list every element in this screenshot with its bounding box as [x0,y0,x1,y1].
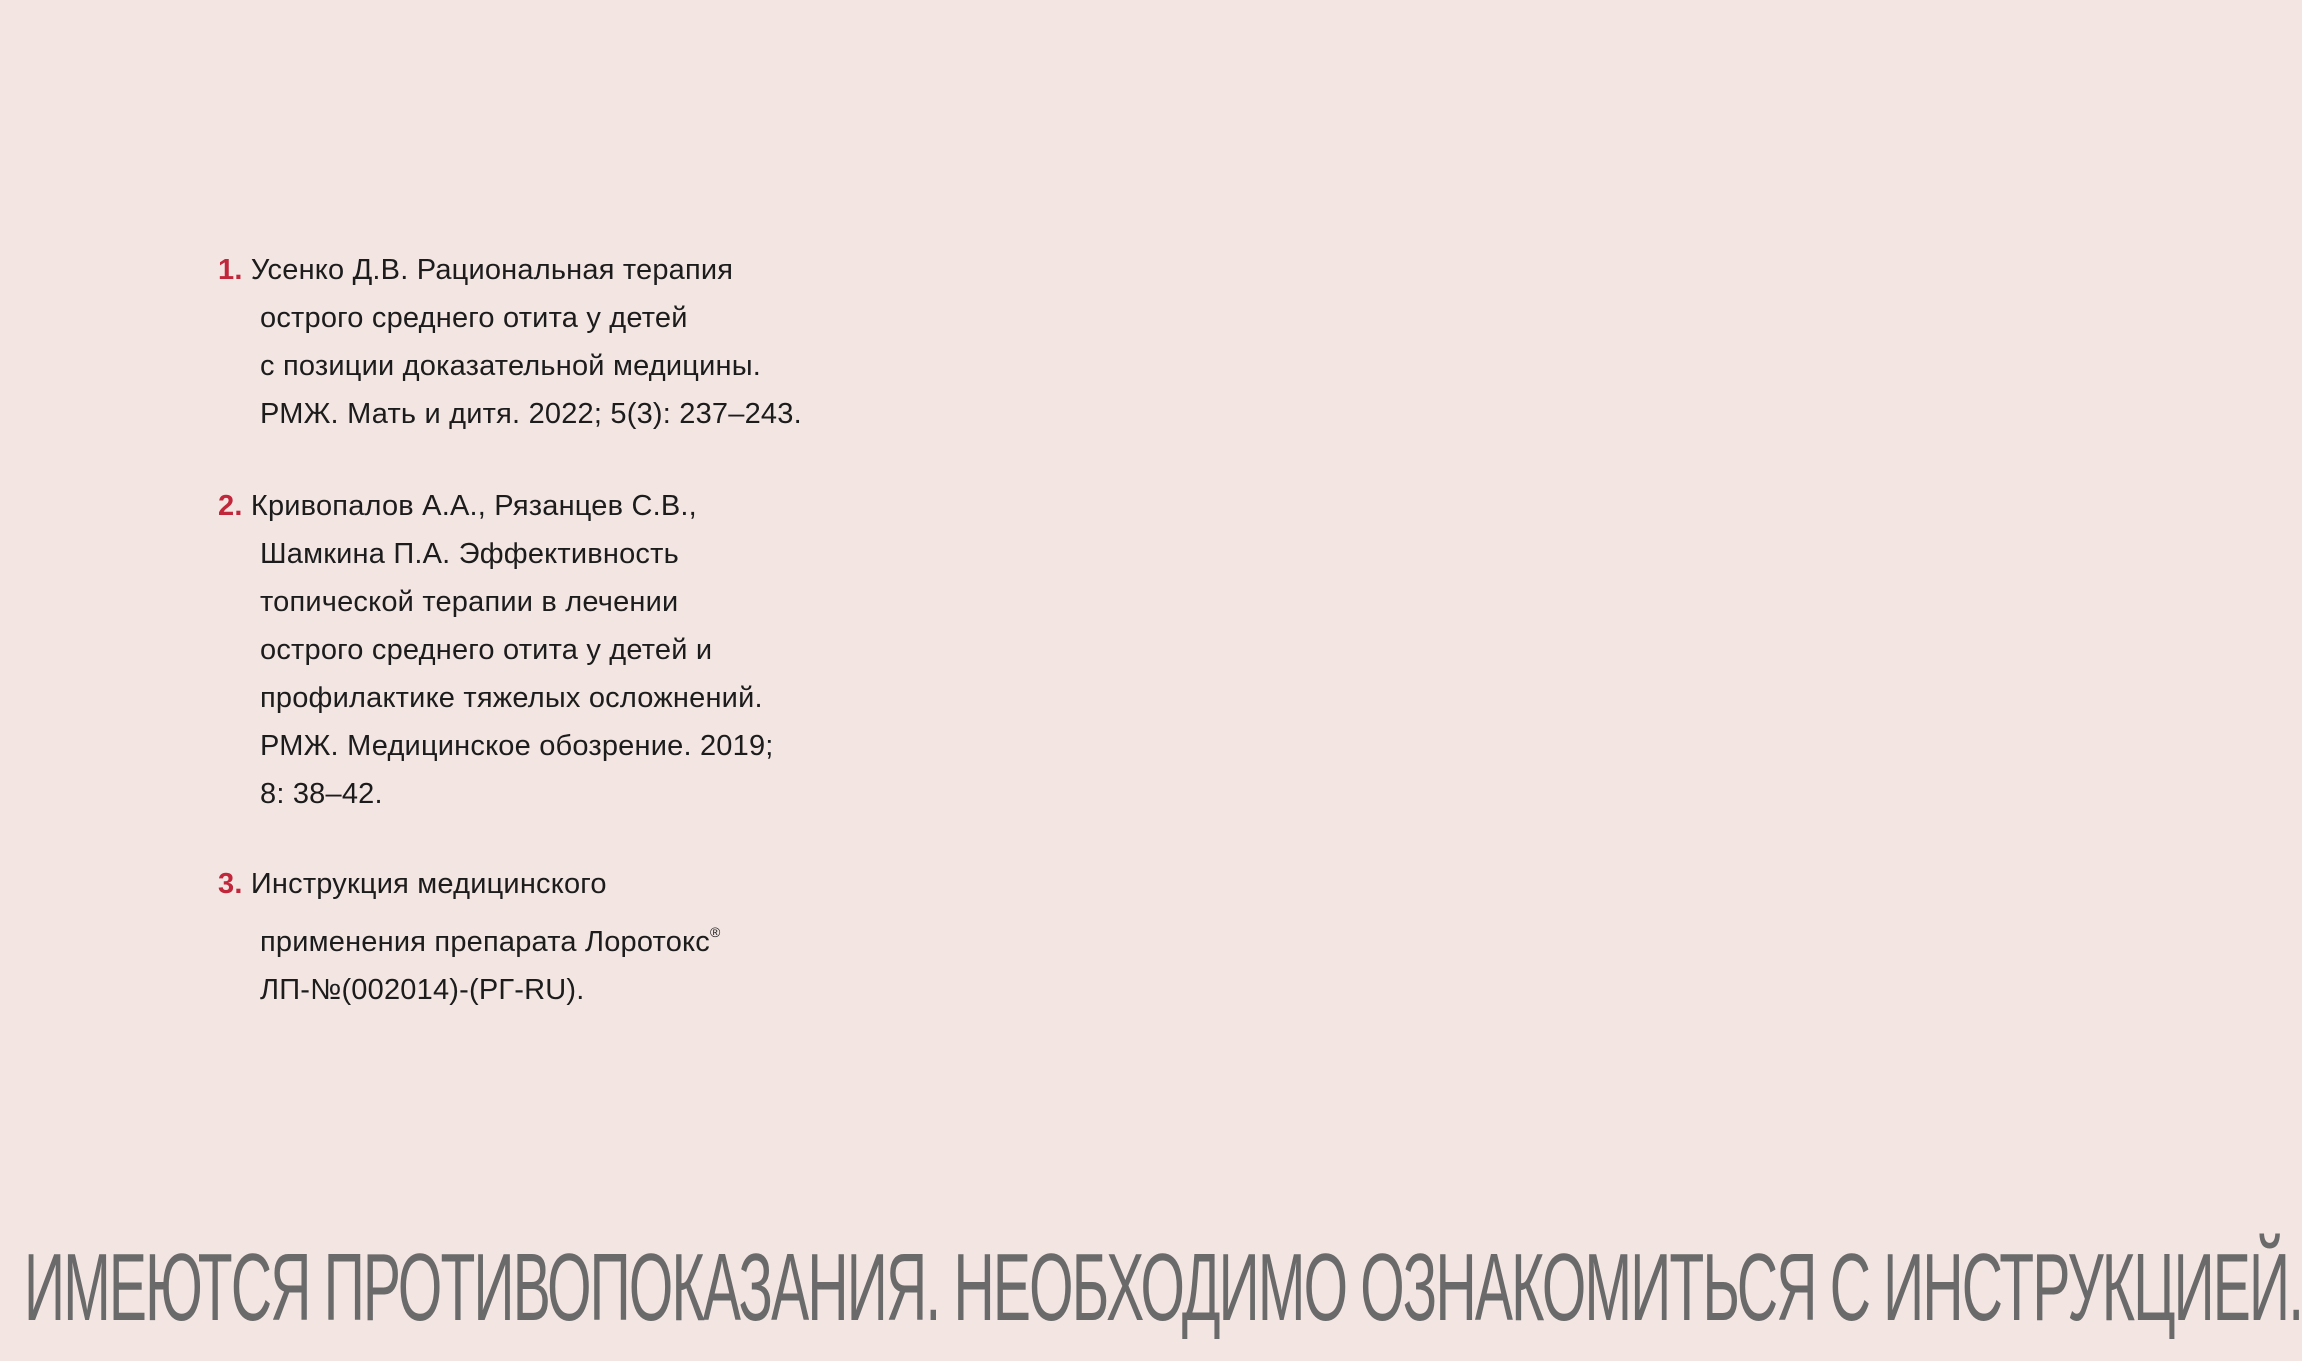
reference-2-line-4: острого среднего отита у детей и [260,634,713,666]
reference-item-1 [218,246,802,438]
reference-3-line-1: Инструкция медицинского [250,868,607,900]
registered-mark: ® [709,924,721,940]
reference-2-line-6: РМЖ. Медицинское обозрение. 2019; [260,730,774,762]
contraindications-warning: ИМЕЮТСЯ ПРОТИВОПОКАЗАНИЯ. НЕОБХОДИМО ОЗНАКОМИТЬСЯ С ИНСТРУКЦИЕЙ. [24,1234,2302,1341]
reference-3-line-3: ЛП-№(002014)-(РГ-RU). [260,974,585,1006]
reference-3-line-2: применения препарата Лоротокс [260,926,710,958]
reference-2-line-7: 8: 38–42. [260,778,383,810]
reference-2-line-3: топической терапии в лечении [260,586,679,618]
reference-item-2 [218,482,774,818]
reference-2-line-2: Шамкина П.А. Эффективность [260,538,679,570]
reference-number-3: 3. [218,868,243,900]
reference-1-line-1: Усенко Д.В. Рациональная терапия [250,254,734,286]
reference-1-line-4: РМЖ. Мать и дитя. 2022; 5(3): 237–243. [260,398,802,430]
reference-number-2: 2. [218,490,243,522]
reference-2-line-5: профилактике тяжелых осложнений. [260,682,763,714]
reference-2-line-1: Кривопалов А.А., Рязанцев С.В., [250,490,697,522]
reference-1-line-2: острого среднего отита у детей [260,302,688,334]
reference-number-1: 1. [218,254,243,286]
reference-item-3 [218,860,720,1014]
reference-1-line-3: с позиции доказательной медицины. [260,350,762,382]
